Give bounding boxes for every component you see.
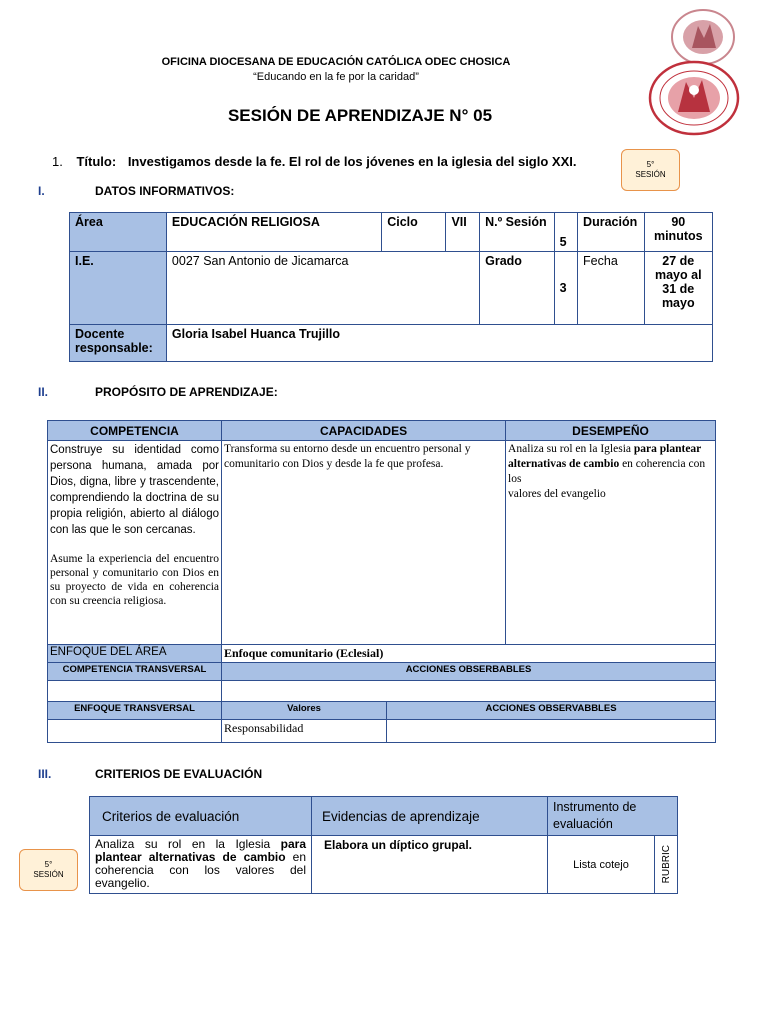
comp-transversal-empty xyxy=(48,681,222,702)
instrumento-value: Lista cotejo xyxy=(548,836,655,894)
enfoque-area-label: ENFOQUE DEL ÁREA xyxy=(48,645,222,663)
desempeno-bold: para plantear alternativas de cambio xyxy=(508,443,702,470)
datos-informativos-table xyxy=(69,212,713,362)
proposito-table xyxy=(47,420,716,743)
header-evidencias: Evidencias de aprendizaje xyxy=(312,797,548,836)
acciones-observables2-header: ACCIONES OBSERVABBLES xyxy=(387,702,716,720)
capacidades-value: Transforma su entorno desde un encuentro personal y comunitario con Dios y desde la fe que profesa. xyxy=(222,441,506,645)
fecha-label: Fecha xyxy=(578,252,645,325)
competencia-2: Asume la experiencia del encuentro personal y comunitario con Dios en su proyecto de vida en coherencia con su creencia religiosa. xyxy=(50,553,219,607)
area-value: EDUCACIÓN RELIGIOSA xyxy=(166,213,381,252)
badge-line1: 5° xyxy=(646,159,655,169)
valor-value: Responsabilidad xyxy=(222,720,387,743)
acciones-observables-header: ACCIONES OBSERBABLES xyxy=(222,663,716,681)
duracion-value: 90 minutos xyxy=(644,213,712,252)
ie-value: 0027 San Antonio de Jicamarca xyxy=(166,252,479,325)
duracion-label: Duración xyxy=(578,213,645,252)
valores-header: Valores xyxy=(222,702,387,720)
odec-logo-small xyxy=(670,8,736,66)
section1-title: DATOS INFORMATIVOS: xyxy=(95,184,235,198)
desempeno-post: en coherencia con los xyxy=(508,458,706,485)
header-criterios: Criterios de evaluación xyxy=(90,797,312,836)
acciones-empty xyxy=(222,681,716,702)
nsesion-label: N.º Sesión xyxy=(480,213,554,252)
titulo-text: Investigamos desde la fe. El rol de los jóvenes en la iglesia del siglo XXI. xyxy=(127,154,577,169)
motto: “Educando en la fe por la caridad” xyxy=(253,71,419,83)
competencia-cell xyxy=(48,441,222,645)
section2-number: II. xyxy=(38,385,49,399)
enfoque-transversal-empty xyxy=(48,720,222,743)
desempeno-cell xyxy=(506,441,716,645)
criterio-cell xyxy=(90,836,312,894)
grado-value: 3 xyxy=(554,252,577,325)
badge2-line1: 5° xyxy=(44,859,53,869)
header-desempeno: DESEMPEÑO xyxy=(506,421,716,441)
criterio-pre: Analiza su rol en la Iglesia xyxy=(95,837,281,851)
ie-label: I.E. xyxy=(70,252,167,325)
ciclo-label: Ciclo xyxy=(382,213,446,252)
competencia-1: Construye su identidad como persona humana, amada por Dios, digna, libre y trascendente, comprendiendo la doctrina de su propia religión, abierto al diálogo con las que le son cercanas. xyxy=(50,444,219,536)
titulo-label: Título: xyxy=(76,154,117,169)
criterio-bold: para plantear alternativas de cambio xyxy=(95,837,306,864)
section2-title: PROPÓSITO DE APRENDIZAJE: xyxy=(95,385,278,399)
docente-value: Gloria Isabel Huanca Trujillo xyxy=(166,325,712,362)
header-capacidades: CAPACIDADES xyxy=(222,421,506,441)
titulo-number: 1. xyxy=(52,154,63,169)
titulo-line xyxy=(52,154,576,169)
criterios-table xyxy=(89,796,678,894)
docente-label: Docente responsable: xyxy=(70,325,167,362)
desempeno-pre: Analiza su rol en la Iglesia xyxy=(508,443,634,455)
badge-line2: SESIÓN xyxy=(635,170,666,179)
fecha-value: 27 de mayo al 31 de mayo xyxy=(644,252,712,325)
ciclo-value: VII xyxy=(446,213,480,252)
session-badge xyxy=(621,149,680,191)
area-label: Área xyxy=(70,213,167,252)
section1-number: I. xyxy=(38,184,45,198)
rubric-cell xyxy=(655,836,678,894)
comp-transversal-header: COMPETENCIA TRANSVERSAL xyxy=(48,663,222,681)
header-competencia: COMPETENCIA xyxy=(48,421,222,441)
session-badge-2 xyxy=(19,849,78,891)
acciones2-empty xyxy=(387,720,716,743)
desempeno-line2: valores del evangelio xyxy=(508,488,606,500)
section3-number: III. xyxy=(38,767,52,781)
enfoque-area-value: Enfoque comunitario (Eclesial) xyxy=(222,645,716,663)
evidencia-value: Elabora un díptico grupal. xyxy=(312,836,548,894)
nsesion-value: 5 xyxy=(554,213,577,252)
rubric-label: RUBRIC xyxy=(660,845,672,884)
header-instrumento: Instrumento de evaluación xyxy=(548,797,678,836)
grado-label: Grado xyxy=(480,252,554,325)
badge2-line2: SESIÓN xyxy=(33,870,64,879)
session-title: SESIÓN DE APRENDIZAJE N° 05 xyxy=(227,106,493,125)
section3-title: CRITERIOS DE EVALUACIÓN xyxy=(95,767,263,781)
enfoque-transversal-header: ENFOQUE TRANSVERSAL xyxy=(48,702,222,720)
criterio-post: en coherencia con los valores del evangelio. xyxy=(95,850,307,890)
office-name: OFICINA DIOCESANA DE EDUCACIÓN CATÓLICA ODEC CHOSICA xyxy=(161,56,511,68)
